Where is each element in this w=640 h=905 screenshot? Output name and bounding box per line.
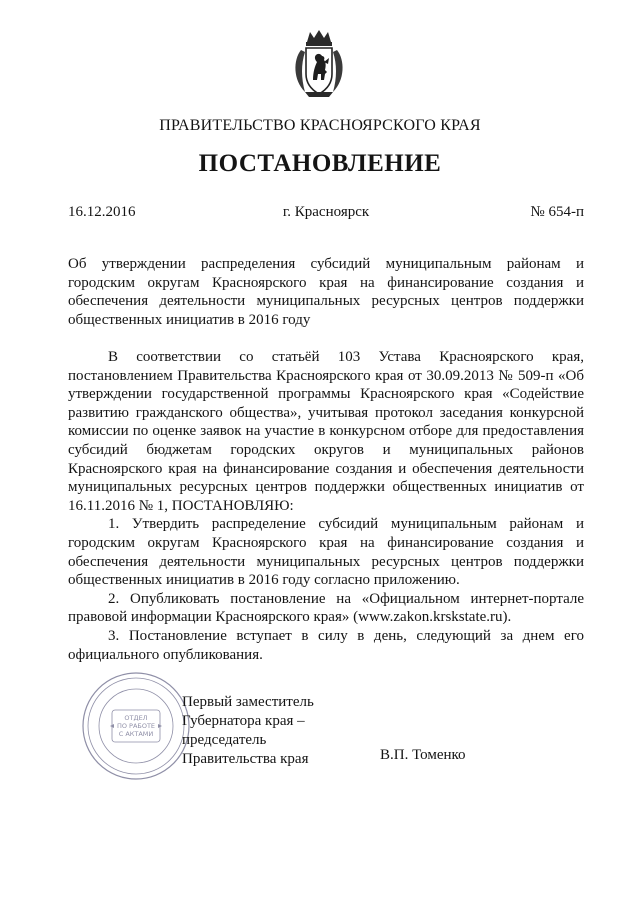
stamp-center-line-3: С АКТАМИ [118, 730, 154, 738]
stamp-center-line-2: ПО РАБОТЕ [116, 722, 156, 730]
signatory-position-line: председатель [182, 732, 267, 748]
resolution-item-2: 2. Опубликовать постановление на «Официальном интернет-портале правовой информации Красноярского края» (www.zakon.krskstate.ru). [68, 590, 584, 626]
document-number: № 654-п [530, 204, 584, 220]
stamp-center-line-1: ОТДЕЛ [124, 714, 148, 722]
resolution-item-1: 1. Утвердить распределение субсидий муниципальным районам и городским округам Красноярского края на финансирование создания и обеспечения деятельности муниципальных ресурсных центров поддержки общественных инициатив в 2016 году согласно приложению. [68, 516, 584, 589]
signatory-name: В.П. Томенко [380, 747, 466, 763]
official-stamp [80, 670, 192, 782]
organization-title: ПРАВИТЕЛЬСТВО КРАСНОЯРСКОГО КРАЯ [159, 117, 481, 134]
document-date: 16.12.2016 [68, 204, 136, 220]
signatory-position-line: Первый заместитель [182, 694, 314, 710]
signatory-position-line: Правительства края [182, 751, 309, 767]
document-type-title: ПОСТАНОВЛЕНИЕ [198, 150, 442, 177]
document-meta-row [68, 204, 584, 224]
document-city: г. Красноярск [282, 204, 370, 220]
resolution-item-3: 3. Постановление вступает в силу в день, следующий за днем его официального опубликования. [68, 627, 584, 663]
preamble-paragraph: В соответствии со статьёй 103 Устава Красноярского края, постановлением Правительства Красноярского края от 30.09.2013 № 509-п «Об утверждении государственной программы Красноярского края «Содействие развитию гражданского общества», учитывая протокол заседания конкурсной комиссии по оценке заявок на участие в конкурсном отборе для предоставления субсидий бюджетам городских округов и муниципальных районов Красноярского края на финансирование создания и обеспечения деятельности муниципальных ресурсных центров поддержки общественных инициатив от 16.11.2016 № 1, ПОСТАНОВЛЯЮ: [68, 349, 584, 514]
signatory-position-line: Губернатора края – [182, 713, 305, 729]
document-subject: Об утверждении распределения субсидий муниципальным районам и городским округам Красноярского края на финансирование создания и обеспечения деятельности муниципальных ресурсных центров поддержки общественных инициатив в 2016 году [68, 256, 584, 328]
signatory-position [182, 693, 342, 769]
document-body [68, 348, 584, 664]
coat-of-arms-icon [291, 28, 347, 100]
